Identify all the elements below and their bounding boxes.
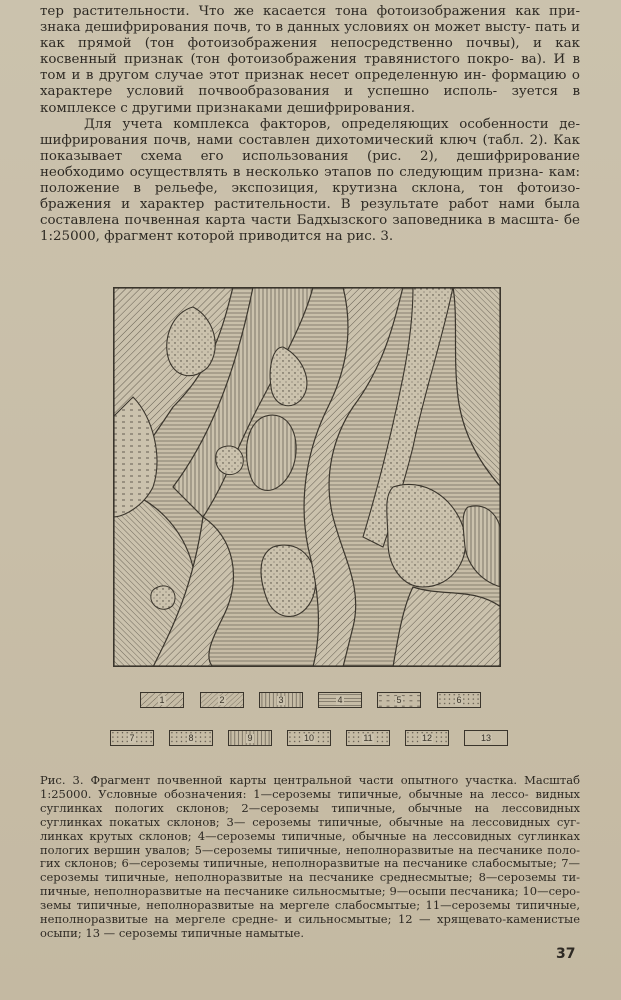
caption-line: 7—сероземы типичные, неполноразвитые на песчанике среднесмытые; 8—сероземы ти- — [40, 856, 581, 885]
text-line: тер растительности. Что же касается тона фотоизображения как при- — [40, 4, 580, 19]
legend-label: 9 — [247, 732, 253, 743]
legend-label: 12 — [421, 732, 432, 743]
legend-item-11 — [346, 730, 390, 746]
map-legend — [128, 690, 491, 758]
legend-item-10 — [287, 730, 331, 746]
text-line: пать и как прямой (тон фотоизображения непосредственно почвы), — [40, 20, 580, 52]
legend-label: 1 — [159, 694, 165, 705]
legend-label: 13 — [480, 732, 491, 743]
legend-label: 6 — [456, 694, 462, 705]
caption-line: линках крутых склонов; 4—сероземы типичные, обычные на лессовидных суглинках — [40, 828, 580, 843]
legend-item-7 — [110, 730, 154, 746]
soil-map-figure — [113, 287, 501, 667]
page-number: 37 — [556, 946, 576, 962]
caption-line: осыпи; 13 — сероземы типичные намытые. — [40, 925, 305, 940]
legend-item-8 — [169, 730, 213, 746]
caption-line: пичные, неполноразвитые на песчанике сильносмытые; 9—осыпи песчаника; 10—серо- — [40, 884, 580, 899]
legend-label: 5 — [396, 694, 402, 705]
text-line: формацию о характере условий почвообразования и успешно исполь- — [40, 68, 580, 100]
legend-item-5 — [377, 692, 421, 708]
caption-line: видных суглинках пологих склонов; 2—сероземы типичные, обычные на лессовидных — [40, 786, 580, 815]
text-line: и как косвенный признак (тон фотоизображения травянистого покро- — [40, 36, 581, 68]
text-line: составлена почвенная карта части Бадхызского заповедника в масшта- — [40, 213, 559, 229]
text-line: ва). И в том и в другом случае этот признак несет определенную ин- — [40, 52, 580, 84]
caption-label: Рис. 3. — [40, 773, 84, 787]
text-line: зуется в комплексе с другими признаками дешифрирования. — [40, 84, 580, 116]
legend-item-6 — [437, 692, 481, 708]
text-line: Для учета комплекса факторов, определяющих особенности де- — [84, 116, 580, 132]
caption-line: гих склонов; 6—сероземы типичные, неполноразвитые на песчанике слабосмытые; — [40, 856, 557, 871]
legend-item-4 — [318, 692, 362, 708]
legend-item-9 — [228, 730, 272, 746]
legend-item-1 — [140, 692, 184, 708]
text-line: кам: положение в рельефе, экспозиция, крутизна склона, тон фотоизо- — [40, 164, 580, 197]
text-line: бе 1:25000, фрагмент которой приводится на рис. 3. — [40, 213, 580, 245]
caption-line: пологих вершин увалов; 5—сероземы типичные, неполноразвитые на песчанике поло- — [40, 842, 580, 857]
legend-item-12 — [405, 730, 449, 746]
text-line: бражения и характер растительности. В результате работ нами была — [40, 197, 580, 213]
legend-label: 10 — [303, 732, 314, 743]
caption-line: земы типичные, неполноразвитые на мергеле слабосмытые; 11—сероземы типичные, — [40, 898, 580, 913]
caption-line: Масштаб 1:25000. Условные обозначения: 1—сероземы типичные, обычные на лессо- — [40, 773, 581, 801]
legend-item-2 — [200, 692, 244, 708]
legend-label: 8 — [188, 732, 194, 743]
text-line: знака дешифрирования почв, то в данных условиях он может высту- — [40, 20, 531, 36]
legend-item-3 — [259, 692, 303, 708]
text-line: шифрирования почв, нами составлен дихотомический ключ (табл. 2). — [40, 132, 548, 148]
legend-label: 4 — [337, 694, 343, 705]
legend-label: 11 — [363, 732, 373, 743]
caption-line: Фрагмент почвенной карты центральной части опытного участка. — [90, 773, 518, 787]
figure-caption — [40, 774, 580, 941]
caption-line: суглинках покатых склонов; 3— сероземы типичные, обычные на лессовидных суг- — [40, 814, 580, 829]
legend-item-13 — [464, 730, 508, 746]
legend-label: 3 — [278, 694, 284, 705]
body-text — [40, 4, 580, 245]
caption-line: неполноразвитые на мергеле средне- и сильносмытые; 12 — хрящевато-каменистые — [40, 912, 580, 927]
legend-label: 2 — [219, 694, 225, 705]
paragraph-1 — [40, 4, 580, 117]
legend-label: 7 — [129, 732, 135, 743]
paragraph-2 — [40, 117, 580, 246]
text-line: необходимо осуществлять в несколько этапов по следующим призна- — [40, 164, 544, 180]
text-line: Как показывает схема его использования (рис. 2), дешифрирование — [40, 132, 580, 164]
